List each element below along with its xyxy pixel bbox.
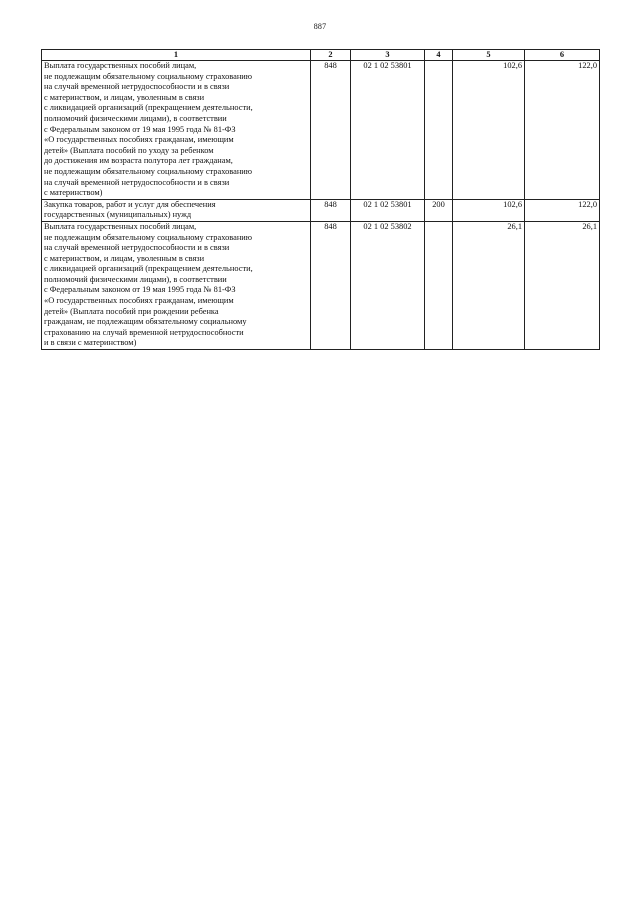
row-target-code: 02 1 02 53801 (351, 199, 425, 221)
row-dept-code: 848 (311, 199, 351, 221)
page-number: 887 (313, 22, 327, 31)
row-amount-1: 102,6 (453, 199, 525, 221)
header-col-1: 1 (42, 50, 311, 61)
row-amount-2: 26,1 (525, 221, 600, 349)
header-col-3: 3 (351, 50, 425, 61)
row-name: Закупка товаров, работ и услуг для обеспечения государственных (муниципальных) нужд (42, 199, 311, 221)
row-target-code: 02 1 02 53802 (351, 221, 425, 349)
header-col-5: 5 (453, 50, 525, 61)
table-header-row (42, 50, 600, 61)
row-dept-code: 848 (311, 61, 351, 200)
header-col-6: 6 (525, 50, 600, 61)
row-name: Выплата государственных пособий лицам, не подлежащим обязательному социальному страхованию на случай временной нетрудоспособности и в связи с материнством, и лицам, уволенным в связи с ликвидацией организаций (прекращением деятельности, полномочий физическими лицами), в соответствии с Федеральным законом от 19 мая 1995 года № 81-ФЗ «О государственных пособиях гражданам, имеющим детей» (Выплата пособий при рождении ребенка гражданам, не подлежащим обязательному социальному страхованию на случай временной нетрудоспособности и в связи с материнством) (42, 221, 311, 349)
row-expense-type (425, 221, 453, 349)
row-amount-2: 122,0 (525, 199, 600, 221)
table-row (42, 221, 600, 349)
table-row (42, 199, 600, 221)
row-amount-2: 122,0 (525, 61, 600, 200)
row-target-code: 02 1 02 53801 (351, 61, 425, 200)
row-dept-code: 848 (311, 221, 351, 349)
table-row (42, 61, 600, 200)
budget-table (41, 49, 600, 350)
header-col-4: 4 (425, 50, 453, 61)
row-expense-type: 200 (425, 199, 453, 221)
row-amount-1: 102,6 (453, 61, 525, 200)
row-name: Выплата государственных пособий лицам, не подлежащим обязательному социальному страхованию на случай временной нетрудоспособности и в связи с материнством, и лицам, уволенным в связи с ликвидацией организаций (прекращением деятельности, полномочий физическими лицами), в соответствии с Федеральным законом от 19 мая 1995 года № 81-ФЗ «О государственных пособиях гражданам, имеющим детей» (Выплата пособий по уходу за ребенком до достижения им возраста полутора лет гражданам, не подлежащим обязательному социальному страхованию на случай временной нетрудоспособности и в связи с материнством) (42, 61, 311, 200)
header-col-2: 2 (311, 50, 351, 61)
row-expense-type (425, 61, 453, 200)
row-amount-1: 26,1 (453, 221, 525, 349)
